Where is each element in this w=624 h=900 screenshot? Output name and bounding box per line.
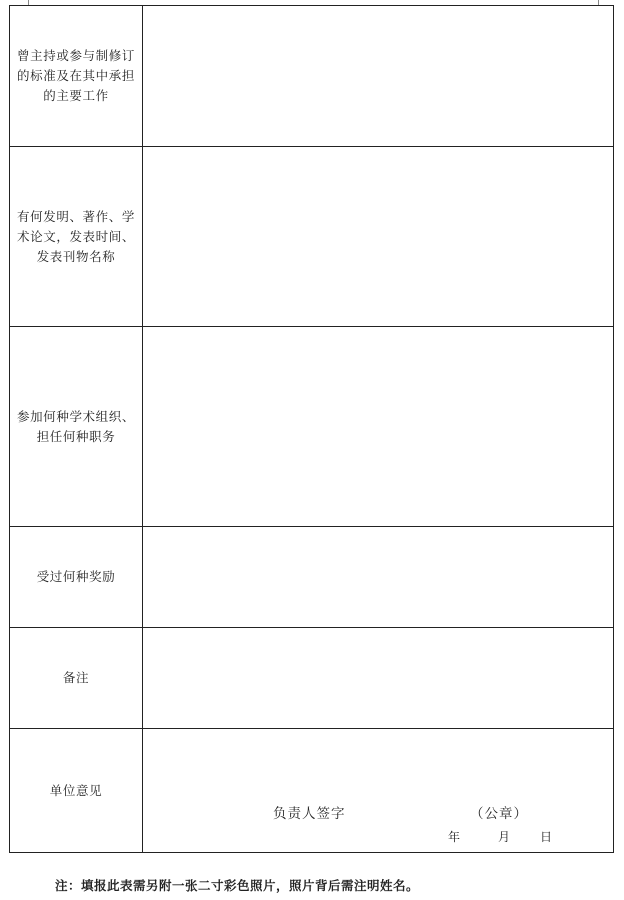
row-label-text: 备注 (62, 670, 90, 685)
row-label-text: 参加何种学术组织、 担任何种职务 (17, 408, 135, 444)
row-label-unit-opinion (10, 729, 143, 853)
table-row (10, 147, 614, 327)
table-row (10, 628, 614, 729)
table-row (10, 327, 614, 527)
date-month-label: 月 (498, 830, 511, 844)
footnote: 注：填报此表需另附一张二寸彩色照片，照片背后需注明姓名。 (55, 878, 420, 893)
row-label-organizations (10, 327, 143, 527)
row-label-text: 单位意见 (49, 782, 103, 798)
signature-block (143, 802, 613, 852)
row-value-standards[interactable] (143, 6, 614, 147)
row-label-awards (10, 527, 143, 628)
row-value-organizations[interactable] (143, 327, 614, 527)
seal-label: （公章） (470, 806, 528, 822)
row-label-text: 受过何种奖励 (36, 569, 116, 584)
row-label-standards (10, 6, 143, 147)
row-value-unit-opinion[interactable] (143, 729, 614, 853)
signature-label: 负责人签字 (273, 806, 346, 822)
row-value-awards[interactable] (143, 527, 614, 628)
table-row (10, 527, 614, 628)
table-row (10, 729, 614, 853)
table-row (10, 6, 614, 147)
date-day-label: 日 (540, 830, 553, 844)
info-table (9, 5, 614, 853)
row-label-text: 曾主持或参与制修订 的标准及在其中承担 的主要工作 (17, 48, 135, 103)
date-year-label: 年 (448, 830, 461, 844)
row-value-publications[interactable] (143, 147, 614, 327)
row-label-text: 有何发明、著作、学 术论文，发表时间、 发表刊物名称 (17, 208, 135, 264)
row-label-publications (10, 147, 143, 327)
row-value-remarks[interactable] (143, 628, 614, 729)
row-label-remarks (10, 628, 143, 729)
